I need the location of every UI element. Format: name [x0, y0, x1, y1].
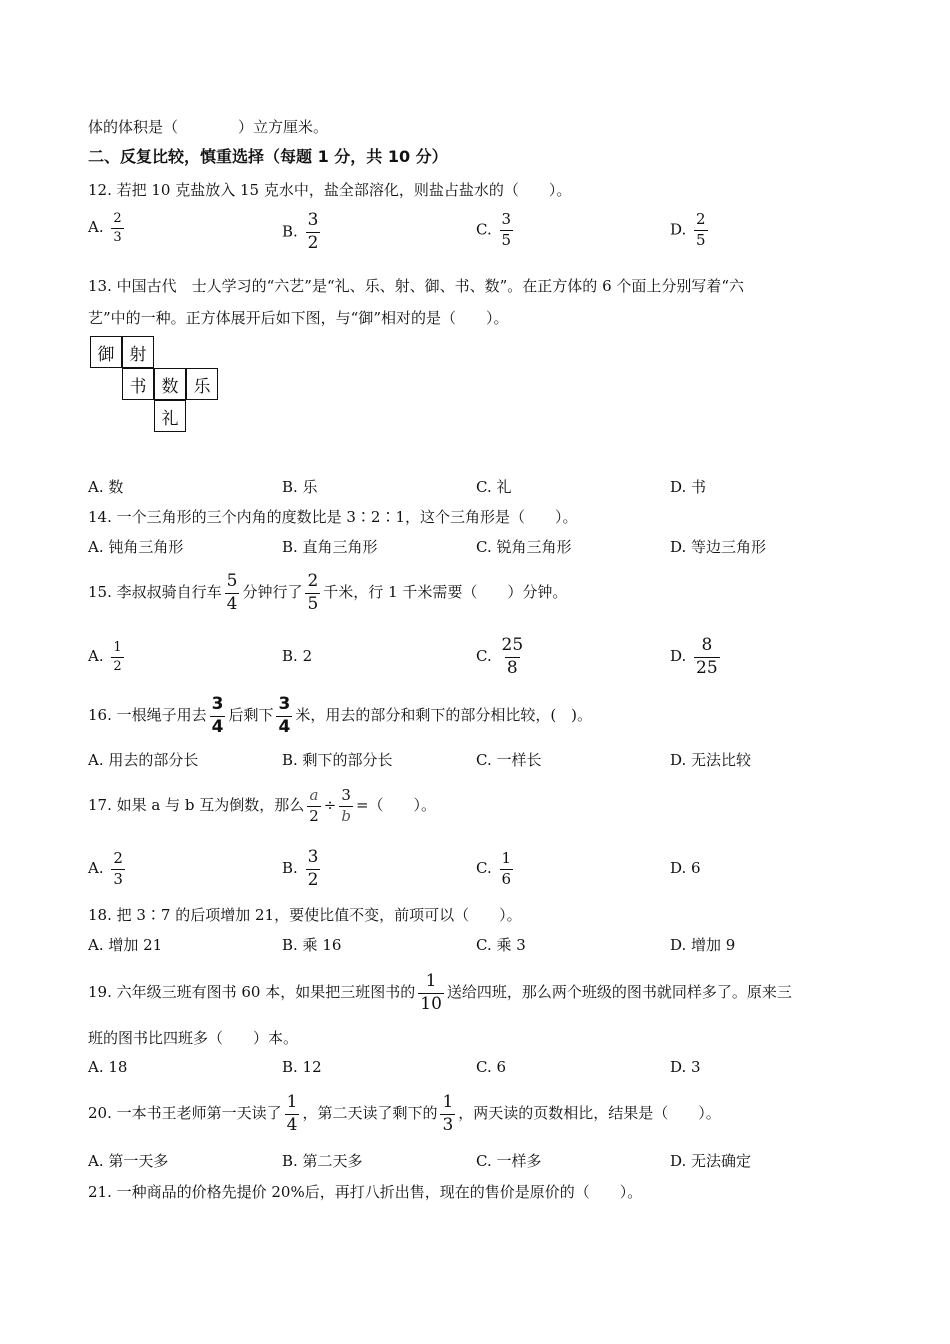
option-label: B.: [282, 647, 298, 665]
net-cell-shu2: 数: [154, 368, 186, 400]
option-label: D.: [670, 647, 687, 665]
option-value: 6: [691, 859, 701, 877]
q19-option-c[interactable]: C. 6: [476, 1058, 507, 1076]
q19-option-a[interactable]: A. 18: [88, 1058, 128, 1076]
q19-option-b[interactable]: B. 12: [282, 1058, 322, 1076]
q15-pre: 15. 李叔叔骑自行车: [88, 583, 222, 601]
option-label: C.: [476, 647, 492, 665]
intro-line: 体的体积是（ ）立方厘米。: [88, 118, 329, 136]
option-label: A.: [88, 859, 104, 877]
q13-option-c[interactable]: C. 礼: [476, 478, 512, 496]
q16-text: [88, 692, 592, 738]
q14-option-c[interactable]: C. 锐角三角形: [476, 538, 572, 556]
q18-option-d[interactable]: D. 增加 9: [670, 936, 736, 954]
net-cell-shu: 书: [122, 368, 154, 400]
fraction: $\frac{3}{2}$: [307, 210, 319, 253]
fraction: $\frac{1}{10}$: [420, 970, 442, 1014]
q12-text: 12. 若把 10 克盐放入 15 克水中，盐全部溶化，则盐占盐水的（ ）。: [88, 181, 572, 199]
q18-option-c[interactable]: C. 乘 3: [476, 936, 526, 954]
q15-option-b[interactable]: [282, 630, 312, 682]
fraction: $\frac{2}{3}$: [113, 848, 123, 888]
q17-option-a[interactable]: [88, 843, 128, 893]
q20-mid: ，第二天读了剩下的: [302, 1104, 438, 1122]
q16-pre: 16. 一根绳子用去: [88, 706, 207, 724]
q15-mid: 分钟行了: [242, 583, 303, 601]
fraction: $\frac{2}{5}$: [307, 570, 319, 614]
q15-option-a[interactable]: [88, 630, 127, 682]
q19-pre: 19. 六年级三班有图书 60 本，如果把三班图书的: [88, 983, 416, 1001]
option-label: C.: [476, 859, 492, 877]
q14-option-d[interactable]: D. 等边三角形: [670, 538, 767, 556]
option-label: A.: [88, 647, 104, 665]
fraction: $\frac{2}{3}$: [113, 211, 122, 245]
fraction: $\frac{2}{5}$: [696, 210, 706, 249]
option-value: 2: [302, 647, 313, 665]
net-cell-yue: 乐: [186, 368, 218, 400]
q13-option-d[interactable]: D. 书: [670, 478, 707, 496]
q15-option-d[interactable]: [670, 630, 723, 682]
q13-line1: 13. 中国古代 士人学习的“六艺”是“礼、乐、射、御、书、数”。在正方体的 6 个面上分别写着“六: [88, 277, 745, 295]
net-cell-she: 射: [122, 336, 154, 368]
fraction: $\frac{3}{2}$: [307, 846, 319, 890]
fraction: $\frac{1}{6}$: [501, 848, 512, 888]
q16-option-a[interactable]: A. 用去的部分长: [88, 751, 199, 769]
q13-line2: 艺”中的一种。正方体展开后如下图，与“御”相对的是（ ）。: [88, 309, 509, 327]
fraction: $\frac{1}{3}$: [442, 1091, 454, 1135]
fraction: $\frac{5}{4}$: [226, 570, 238, 614]
q20-option-c[interactable]: C. 一样多: [476, 1152, 542, 1170]
q12-option-c[interactable]: [476, 212, 516, 249]
q19-option-d[interactable]: D. 3: [670, 1058, 701, 1076]
net-cell-yu: 御: [90, 336, 122, 368]
q13-option-b[interactable]: B. 乐: [282, 478, 318, 496]
q17-option-c[interactable]: [476, 843, 516, 893]
q19-line2: 班的图书比四班多（ ）本。: [88, 1029, 299, 1047]
q14-option-b[interactable]: B. 直角三角形: [282, 538, 378, 556]
q12-option-b[interactable]: [282, 212, 323, 253]
q21-text: 21. 一种商品的价格先提价 20%后，再打八折出售，现在的售价是原价的（ ）。: [88, 1183, 643, 1201]
q15-option-c[interactable]: [476, 630, 528, 682]
q14-text: 14. 一个三角形的三个内角的度数比是 3∶2∶1，这个三角形是（ ）。: [88, 508, 578, 526]
q16-option-d[interactable]: D. 无法比较: [670, 751, 752, 769]
fraction: $\frac{3}{4}$: [211, 693, 224, 737]
option-label: C.: [476, 220, 492, 239]
q16-option-c[interactable]: C. 一样长: [476, 751, 542, 769]
q18-text: 18. 把 3∶7 的后项增加 21，要使比值不变，前项可以（ ）。: [88, 906, 522, 924]
section-title: 二、反复比较，慎重选择（每题 1 分，共 10 分）: [88, 147, 448, 166]
fraction: $\frac{a}{2}$: [309, 785, 319, 825]
option-label: A.: [88, 218, 104, 237]
q20-option-a[interactable]: A. 第一天多: [88, 1152, 169, 1170]
q20-pre: 20. 一本书王老师第一天读了: [88, 1104, 282, 1122]
divide-sign: ÷: [323, 796, 337, 814]
q15-text: [88, 568, 567, 616]
option-label: B.: [282, 859, 298, 877]
q19-post: 送给四班，那么两个班级的图书就同样多了。原来三: [446, 983, 792, 1001]
q19-line1: [88, 968, 792, 1016]
fraction: $\frac{3}{5}$: [501, 210, 512, 249]
fraction: $\frac{3}{b}$: [341, 785, 351, 825]
q16-option-b[interactable]: B. 剩下的部分长: [282, 751, 393, 769]
option-label: D.: [670, 859, 687, 877]
q12-option-d[interactable]: [670, 212, 711, 249]
option-label: D.: [670, 220, 687, 239]
fraction: $\frac{8}{25}$: [696, 634, 718, 678]
q13-option-a[interactable]: A. 数: [88, 478, 124, 496]
q18-option-a[interactable]: A. 增加 21: [88, 936, 163, 954]
q17-option-d[interactable]: [670, 843, 701, 893]
q20-option-d[interactable]: D. 无法确定: [670, 1152, 752, 1170]
q20-option-b[interactable]: B. 第二天多: [282, 1152, 363, 1170]
q17-pre: 17. 如果 a 与 b 互为倒数，那么: [88, 796, 305, 814]
q17-text: [88, 782, 436, 828]
q15-post: 千米，行 1 千米需要（ ）分钟。: [323, 583, 568, 601]
q17-option-b[interactable]: [282, 843, 323, 893]
q16-post: 米，用去的部分和剩下的部分相比较，( )。: [295, 706, 593, 724]
q16-mid: 后剩下: [228, 706, 274, 724]
fraction: $\frac{3}{4}$: [278, 693, 291, 737]
q12-option-a[interactable]: [88, 212, 127, 244]
q20-text: [88, 1090, 721, 1136]
fraction: $\frac{1}{2}$: [113, 639, 122, 674]
q20-post: ，两天读的页数相比，结果是（ ）。: [458, 1104, 721, 1122]
q17-post: =（ ）。: [355, 796, 437, 814]
net-cell-li: 礼: [154, 400, 186, 432]
fraction: $\frac{25}{8}$: [501, 634, 524, 678]
fraction: $\frac{1}{4}$: [286, 1091, 298, 1135]
q14-option-a[interactable]: A. 钝角三角形: [88, 538, 184, 556]
option-label: B.: [282, 222, 298, 241]
q18-option-b[interactable]: B. 乘 16: [282, 936, 342, 954]
